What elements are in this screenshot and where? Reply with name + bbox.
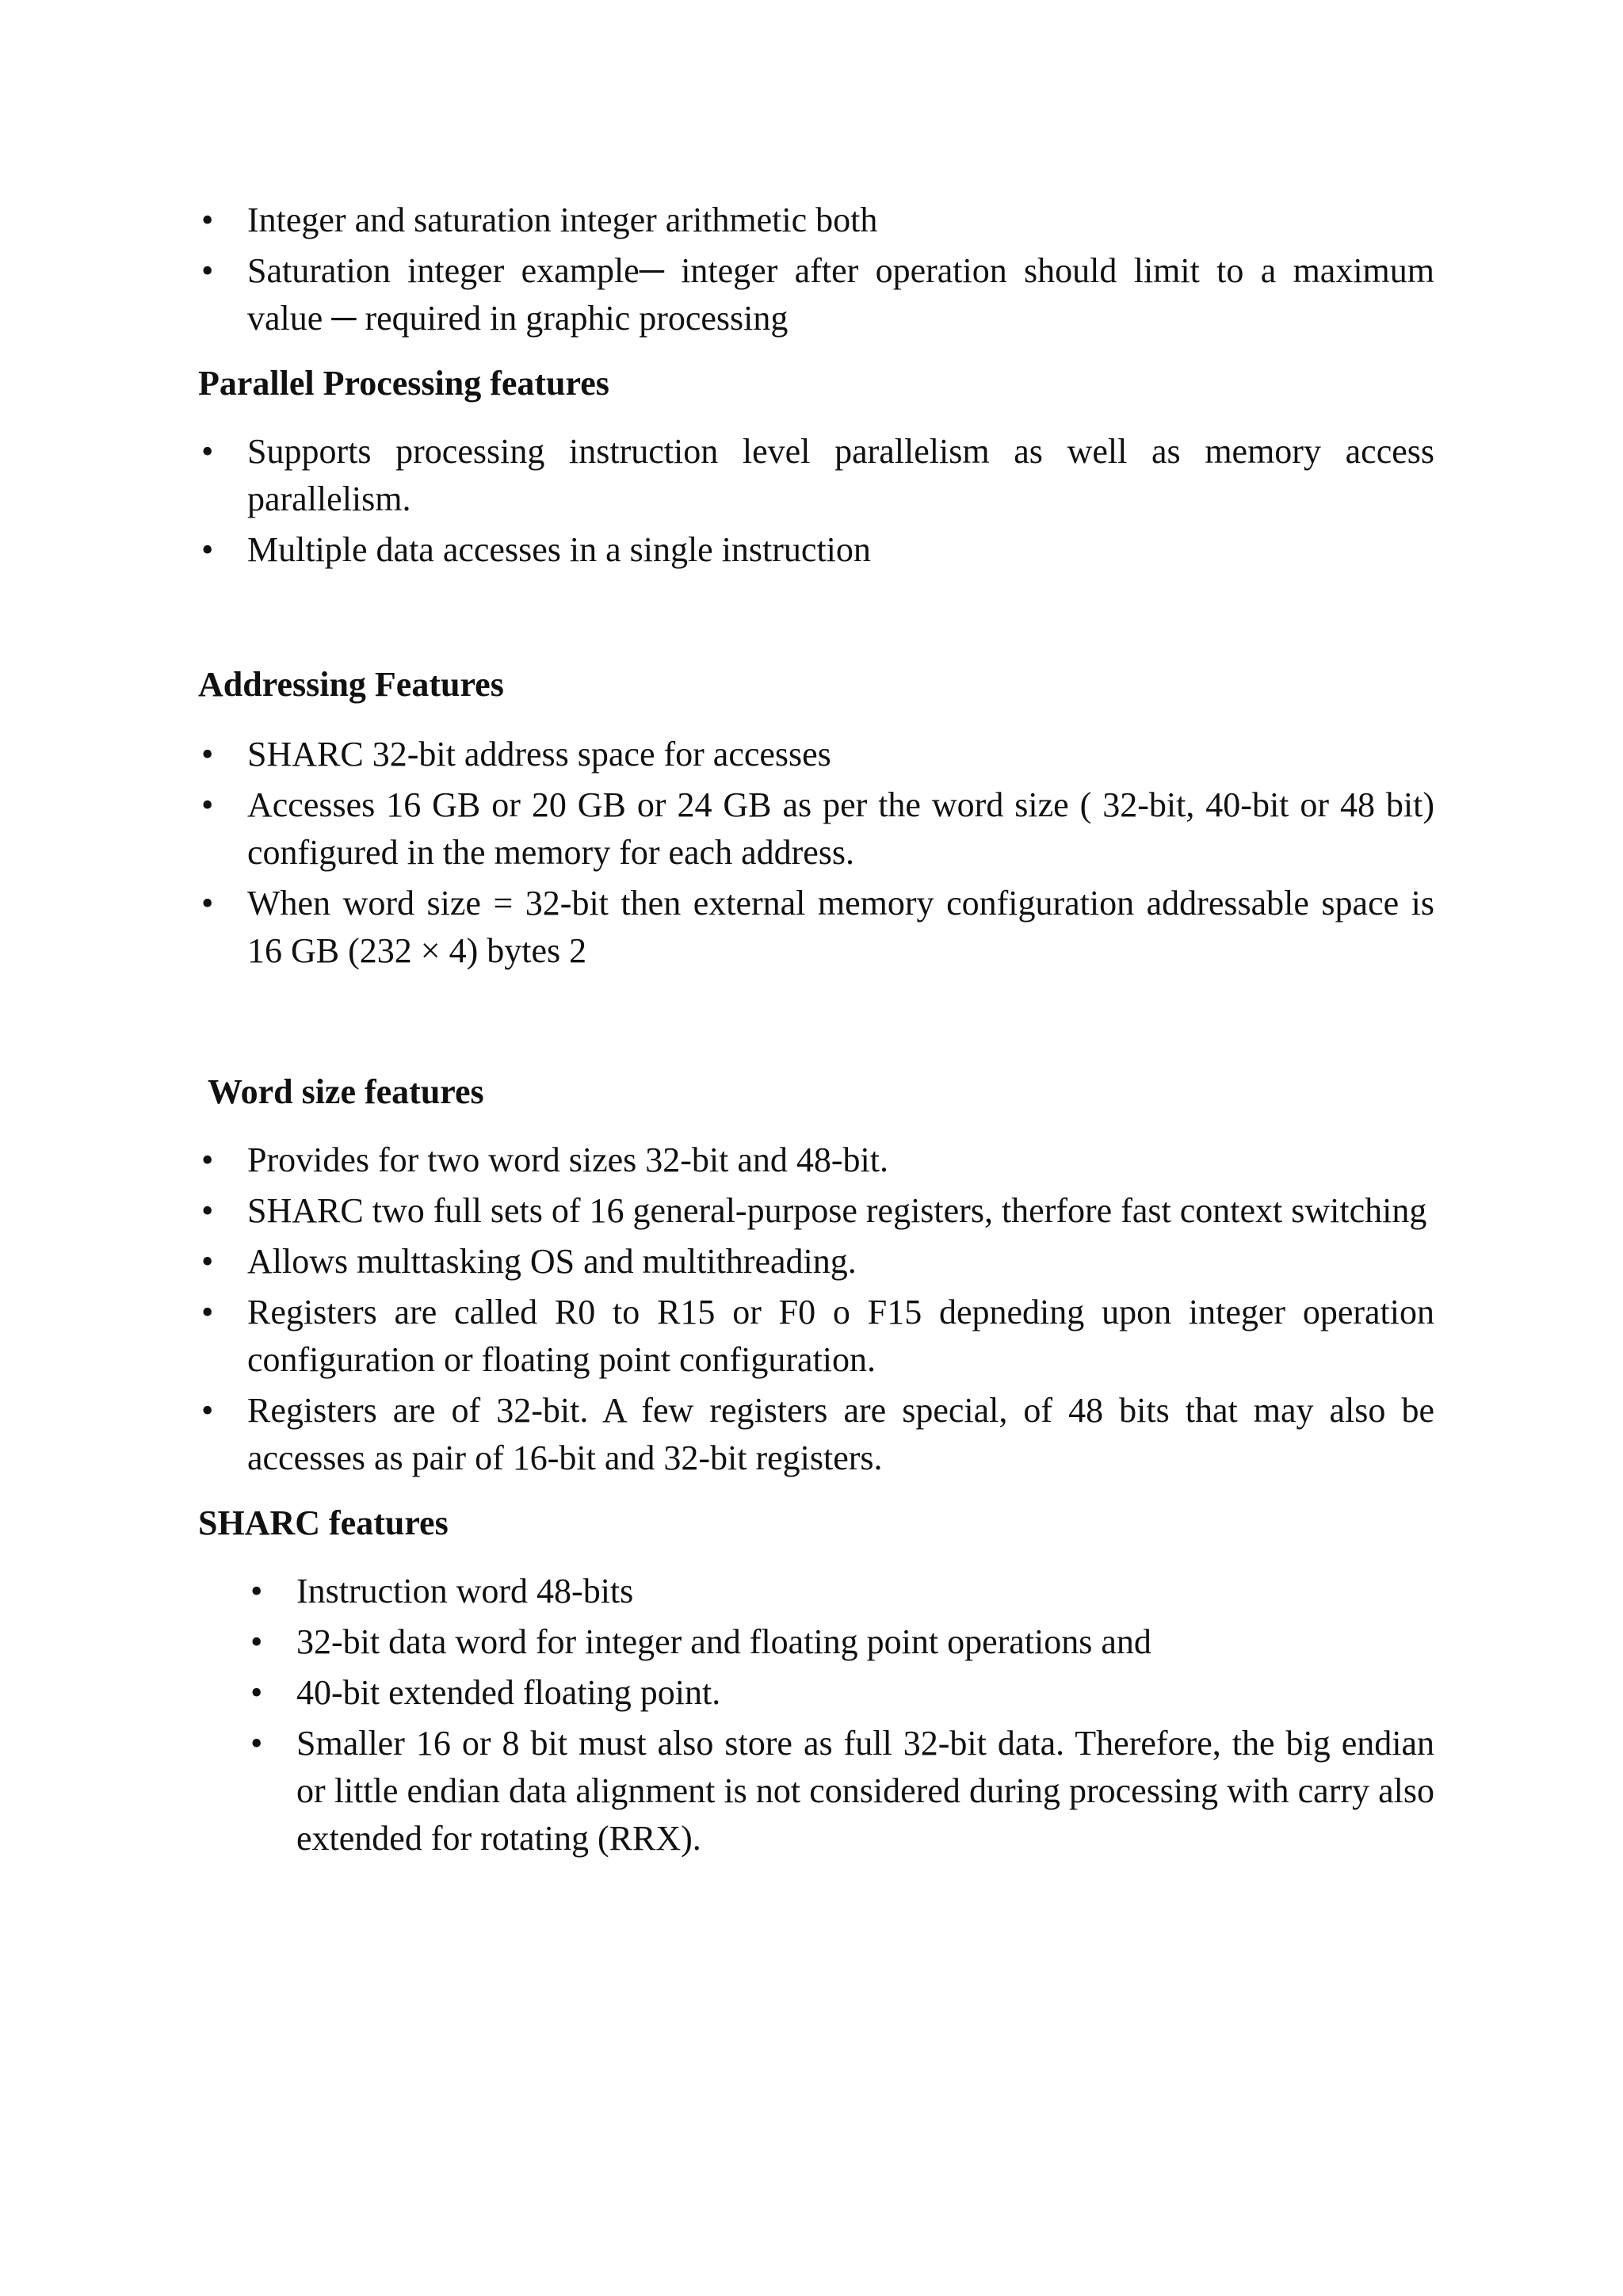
section-addressing bbox=[198, 661, 1434, 975]
list-item: • Smaller 16 or 8 bit must also store as full 32-bit data. Therefore, the big endian or little endian data alignment is not considered during processing with carry also extended for rotating (RRX). bbox=[247, 1720, 1434, 1862]
list-item: • Supports processing instruction level parallelism as well as memory access parallelism. bbox=[198, 428, 1434, 523]
list-item: • 40-bit extended floating point. bbox=[247, 1669, 1434, 1717]
bullet-list bbox=[198, 1137, 1434, 1482]
list-item: • SHARC 32-bit address space for accesses bbox=[198, 731, 1434, 778]
bullet-list bbox=[198, 731, 1434, 975]
section-heading: Word size features bbox=[208, 1072, 484, 1111]
section-heading: SHARC features bbox=[198, 1503, 449, 1542]
list-item: • Registers are of 32-bit. A few registers are special, of 48 bits that may also be accesses as pair of 16-bit and 32-bit registers. bbox=[198, 1387, 1434, 1482]
section-sharc bbox=[198, 1499, 1434, 1862]
section-word-size bbox=[198, 1068, 1434, 1482]
list-item: • Multiple data accesses in a single instruction bbox=[198, 526, 1434, 574]
list-item: • Saturation integer example─ integer after operation should limit to a maximum value ─ required in graphic processing bbox=[198, 247, 1434, 342]
list-item: • Instruction word 48-bits bbox=[247, 1568, 1434, 1615]
list-item: • When word size = 32-bit then external memory configuration addressable space is 16 GB (232 × 4) bytes 2 bbox=[198, 880, 1434, 975]
list-item: • 32-bit data word for integer and floating point operations and bbox=[247, 1618, 1434, 1666]
section-parallel-processing bbox=[198, 360, 1434, 574]
list-item: • Accesses 16 GB or 20 GB or 24 GB as per the word size ( 32-bit, 40-bit or 48 bit) configured in the memory for each address. bbox=[198, 781, 1434, 877]
list-item: • Provides for two word sizes 32-bit and 48-bit. bbox=[198, 1137, 1434, 1184]
list-item: • Allows multtasking OS and multithreading. bbox=[198, 1238, 1434, 1286]
section-heading: Addressing Features bbox=[198, 665, 504, 704]
list-item: • Integer and saturation integer arithmetic both bbox=[198, 197, 1434, 244]
bullet-list bbox=[198, 197, 1434, 342]
bullet-list bbox=[198, 428, 1434, 574]
list-item: • SHARC two full sets of 16 general-purpose registers, therfore fast context switching bbox=[198, 1187, 1434, 1235]
document-page bbox=[198, 197, 1434, 1866]
bullet-list bbox=[198, 1568, 1434, 1862]
list-item: • Registers are called R0 to R15 or F0 o F15 depneding upon integer operation configuration or floating point configuration. bbox=[198, 1289, 1434, 1384]
section-heading: Parallel Processing features bbox=[198, 364, 609, 403]
section-arithmetic bbox=[198, 197, 1434, 342]
